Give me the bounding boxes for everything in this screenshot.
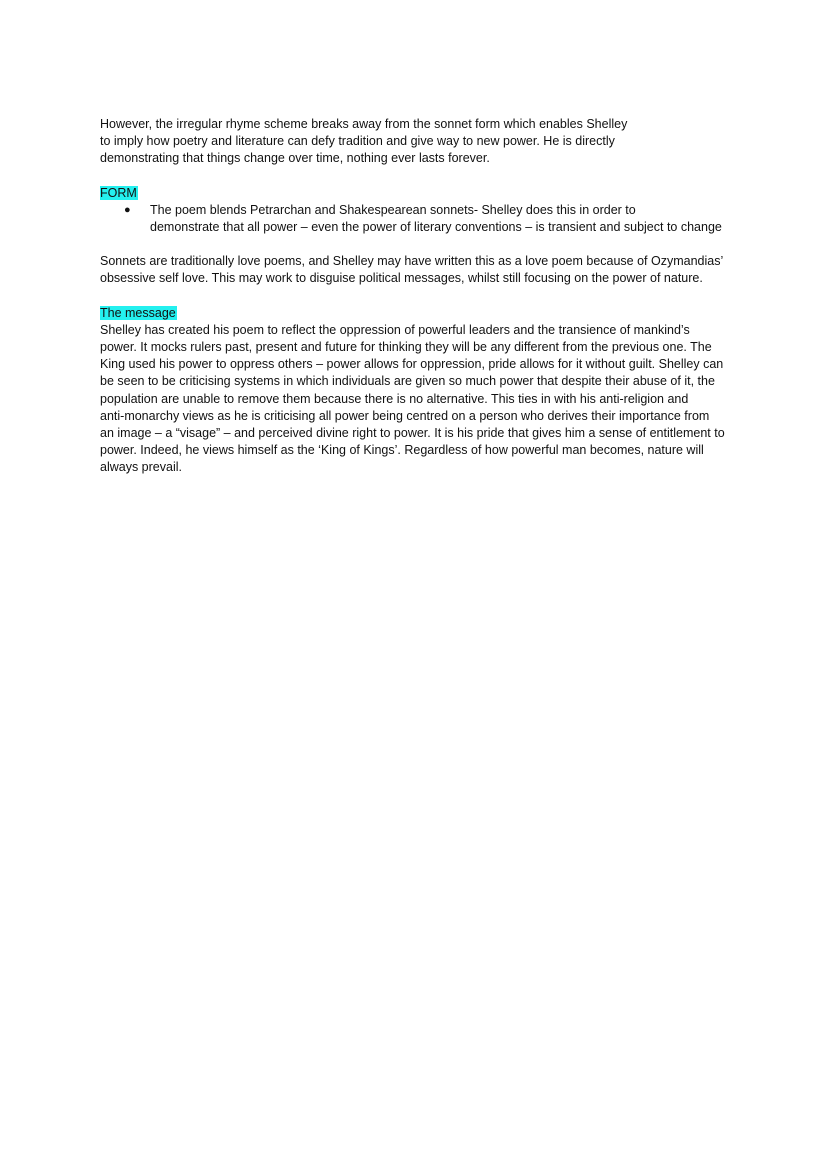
message-heading	[100, 305, 740, 322]
sonnets-line: obsessive self love. This may work to disguise political messages, whilst still focusing on the power of nature.	[100, 271, 703, 286]
message-line: population are unable to remove them because there is no alternative. This ties in with his anti-religion and	[100, 391, 689, 406]
intro-line: demonstrating that things change over time, nothing ever lasts forever.	[100, 151, 490, 166]
intro-line: to imply how poetry and literature can defy tradition and give way to new power. He is directly	[100, 134, 615, 149]
spacer	[100, 168, 740, 185]
bullet-line: The poem blends Petrarchan and Shakespearean sonnets- Shelley does this in order to	[150, 202, 636, 217]
message-line: anti-monarchy views as he is criticising all power being centred on a person who derives their importance from	[100, 408, 710, 423]
intro-paragraph	[100, 116, 740, 168]
form-bullet-list	[100, 202, 740, 236]
message-line: Shelley has created his poem to reflect the oppression of powerful leaders and the transience of mankind’s	[100, 322, 690, 337]
form-heading	[100, 185, 740, 202]
form-heading-highlight: FORM	[100, 185, 137, 200]
bullet-icon: ●	[124, 203, 131, 216]
message-line: be seen to be criticising systems in which individuals are given so much power that despite their abuse of it, the	[100, 374, 715, 389]
message-line: King used his power to oppress others – power allows for oppression, pride allows for it without guilt. Shelley can	[100, 357, 724, 372]
message-line: power. It mocks rulers past, present and future for thinking they will be any different from the previous one. The	[100, 340, 712, 355]
message-line: always prevail.	[100, 460, 182, 475]
message-line: an image – a “visage” – and perceived divine right to power. It is his pride that gives him a sense of entitlement to	[100, 426, 725, 441]
bullet-line: demonstrate that all power – even the power of literary conventions – is transient and subject to change	[150, 220, 722, 235]
list-item	[100, 202, 740, 236]
sonnets-line: Sonnets are traditionally love poems, and Shelley may have written this as a love poem because of Ozymandias’	[100, 254, 724, 269]
sonnets-paragraph	[100, 253, 740, 287]
spacer	[100, 288, 740, 305]
spacer	[100, 236, 740, 253]
message-line: power. Indeed, he views himself as the ‘King of Kings’. Regardless of how powerful man becomes, nature will	[100, 443, 704, 458]
message-heading-highlight: The message	[100, 305, 176, 320]
document-page	[100, 116, 740, 477]
message-paragraph	[100, 322, 740, 477]
intro-line: However, the irregular rhyme scheme breaks away from the sonnet form which enables Shelley	[100, 117, 628, 131]
